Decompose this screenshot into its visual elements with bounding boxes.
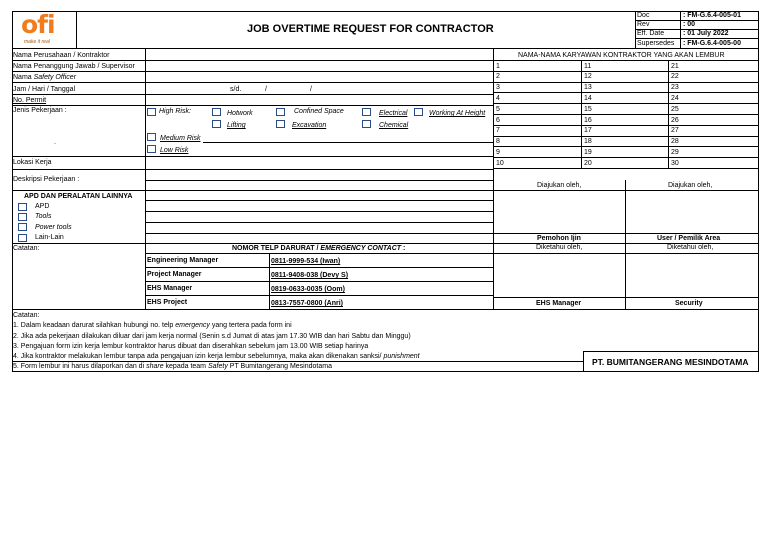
dot-mark: .: [54, 139, 56, 146]
employee-number: 29: [671, 148, 679, 156]
employee-number: 17: [584, 127, 592, 135]
power-tools-checkbox[interactable]: [18, 223, 27, 231]
low-risk-checkbox[interactable]: [147, 145, 156, 153]
excavation-checkbox[interactable]: [276, 120, 285, 128]
security-label: Security: [675, 300, 703, 307]
low-risk-label: Low Risk: [160, 147, 189, 154]
acknowledged-by-label-2: Diketahui oleh,: [667, 244, 714, 251]
footer-note-3: 3. Pengajuan form izin kerja lembur kontraktor harus dibuat dan diserahkan sebelum jam 13.00 WIB setiap harinya: [13, 343, 369, 350]
other-checkbox[interactable]: [18, 234, 27, 242]
lifting-checkbox[interactable]: [212, 120, 221, 128]
doc-value: : FM-G.6.4-005-01: [683, 12, 741, 19]
hotwork-label: Hotwork: [227, 110, 253, 117]
excavation-label: Excavation: [292, 122, 327, 129]
applicant-label: Pemohon Ijin: [537, 235, 581, 242]
contact-role-3: EHS Manager: [147, 285, 193, 292]
footer-note-4: 4. Jika kontraktor melakukan lembur tanpa ada pengajuan izin kerja lembur sebelumnya, maka akan dikenakan sanksi/ punishment: [13, 353, 420, 360]
employee-number: 15: [584, 105, 592, 113]
footer-notes-label: Catatan:: [13, 312, 40, 319]
high-risk-label: High Risk:: [159, 108, 191, 115]
high-risk-checkbox[interactable]: [147, 108, 156, 116]
working-at-height-checkbox[interactable]: [414, 108, 423, 116]
location-field-label: Lokasi Kerja: [13, 159, 52, 166]
apd-label: APD: [35, 203, 50, 210]
employee-number: 7: [496, 127, 500, 135]
contact-role-4: EHS Project: [147, 299, 188, 306]
power-tools-label: Power tools: [35, 224, 72, 231]
employee-number: 26: [671, 116, 679, 124]
supersedes-label: Supersedes: [637, 40, 675, 47]
contact-role-1: Engineering Manager: [147, 257, 219, 264]
employee-number: 13: [584, 84, 592, 92]
description-field-label: Deskripsi Pekerjaan :: [13, 176, 80, 183]
company-name: PT. BUMITANGERANG MESINDOTAMA: [592, 357, 749, 367]
rev-value: : 00: [683, 21, 696, 28]
logo-text: ofi: [21, 10, 55, 39]
company-logo: [14, 12, 76, 48]
lifting-label: Lifting: [227, 122, 246, 129]
employee-number: 10: [496, 159, 504, 167]
time-separator-2: /: [310, 86, 312, 93]
footer-note-2: 2. Jika ada pekerjaan dilakukan diluar dari jam kerja normal (Senin s.d Jumat di atas jam 17.30 WIB dan hari Sabtu dan Minggu): [13, 333, 411, 340]
contact-phone-3: 0819-0633-0035 (Oom): [271, 286, 345, 293]
contact-phone-2: 0811-9408-038 (Devy S): [271, 272, 349, 279]
chemical-checkbox[interactable]: [362, 120, 371, 128]
tools-label: Tools: [35, 213, 52, 220]
working-at-height-label: Working At Height: [429, 110, 486, 117]
employee-number: 1: [496, 62, 500, 70]
apd-checkbox[interactable]: [18, 203, 27, 211]
employee-number: 3: [496, 84, 500, 92]
time-separator-1: /: [265, 86, 267, 93]
employee-number: 14: [584, 94, 592, 102]
rev-label: Rev: [637, 21, 650, 28]
employee-list-title: NAMA-NAMA KARYAWAN KONTRAKTOR YANG AKAN LEMBUR: [518, 52, 725, 59]
emergency-title: NOMOR TELP DARURAT / EMERGENCY CONTACT :: [232, 245, 406, 252]
company-field-label: Nama Perusahaan / Kontraktor: [13, 52, 110, 59]
employee-number: 23: [671, 84, 679, 92]
employee-number: 16: [584, 116, 592, 124]
notes-label: Catatan:: [13, 245, 40, 252]
acknowledged-by-label: Diketahui oleh,: [536, 244, 583, 251]
employee-number: 18: [584, 138, 592, 146]
permit-field-label: No. Permit: [13, 97, 47, 104]
employee-number: 19: [584, 148, 592, 156]
employee-number: 25: [671, 105, 679, 113]
electrical-checkbox[interactable]: [362, 108, 371, 116]
submitted-by-label: Diajukan oleh,: [537, 182, 582, 189]
logo-tagline: make it real: [24, 39, 50, 45]
employee-number: 8: [496, 138, 500, 146]
employee-number: 4: [496, 94, 500, 102]
employee-number: 28: [671, 138, 679, 146]
time-until-label: s/d.: [230, 86, 242, 93]
employee-number: 22: [671, 73, 679, 81]
ehs-manager-label: EHS Manager: [536, 300, 582, 307]
footer-note-5: 5. Form lembur ini harus dilaporkan dan di share kepada team Safety PT Bumitangerang Mesindotama: [13, 363, 332, 370]
employee-number: 12: [584, 73, 592, 81]
contact-role-2: Project Manager: [147, 271, 202, 278]
eff-date-value: : 01 July 2022: [683, 30, 729, 37]
medium-risk-label: Medium Risk: [160, 135, 201, 142]
hotwork-checkbox[interactable]: [212, 108, 221, 116]
apd-title: APD DAN PERALATAN LAINNYA: [24, 193, 133, 200]
safety-officer-field-label: Nama Safety Officer: [13, 74, 77, 81]
confined-space-label: Confined Space: [294, 108, 344, 115]
company-name-box: [583, 351, 759, 372]
employee-number: 6: [496, 116, 500, 124]
submitted-by-label-2: Diajukan oleh,: [668, 182, 713, 189]
employee-number: 2: [496, 73, 500, 81]
medium-risk-checkbox[interactable]: [147, 133, 156, 141]
employee-number: 27: [671, 127, 679, 135]
contact-phone-4: 0813-7557-0800 (Anri): [271, 300, 343, 307]
employee-number: 20: [584, 159, 592, 167]
other-label: Lain-Lain: [35, 234, 64, 241]
supersedes-value: : FM-G.6.4-005-00: [683, 40, 741, 47]
time-field-label: Jam / Hari / Tanggal: [13, 86, 76, 93]
electrical-label: Electrical: [379, 110, 408, 117]
supervisor-field-label: Nama Penanggung Jawab / Supervisor: [13, 63, 135, 70]
doc-label: Doc: [637, 12, 650, 19]
eff-date-label: Eff. Date: [637, 30, 665, 37]
employee-number: 24: [671, 94, 679, 102]
employee-number: 21: [671, 62, 679, 70]
work-type-label: Jenis Pekerjaan :: [13, 107, 67, 114]
chemical-label: Chemical: [379, 122, 409, 129]
employee-number: 9: [496, 148, 500, 156]
employee-number: 11: [584, 62, 592, 70]
contact-phone-1: 0811-9999-534 (Iwan): [271, 258, 341, 265]
footer-note-1: 1. Dalam keadaan darurat silahkan hubungi no. telp emergency yang tertera pada form ini: [13, 322, 292, 329]
area-owner-label: User / Pemilik Area: [657, 235, 721, 242]
page-title: JOB OVERTIME REQUEST FOR CONTRACTOR: [247, 23, 494, 35]
employee-number: 5: [496, 105, 500, 113]
confined-space-checkbox[interactable]: [276, 108, 285, 116]
employee-number: 30: [671, 159, 679, 167]
tools-checkbox[interactable]: [18, 213, 27, 221]
